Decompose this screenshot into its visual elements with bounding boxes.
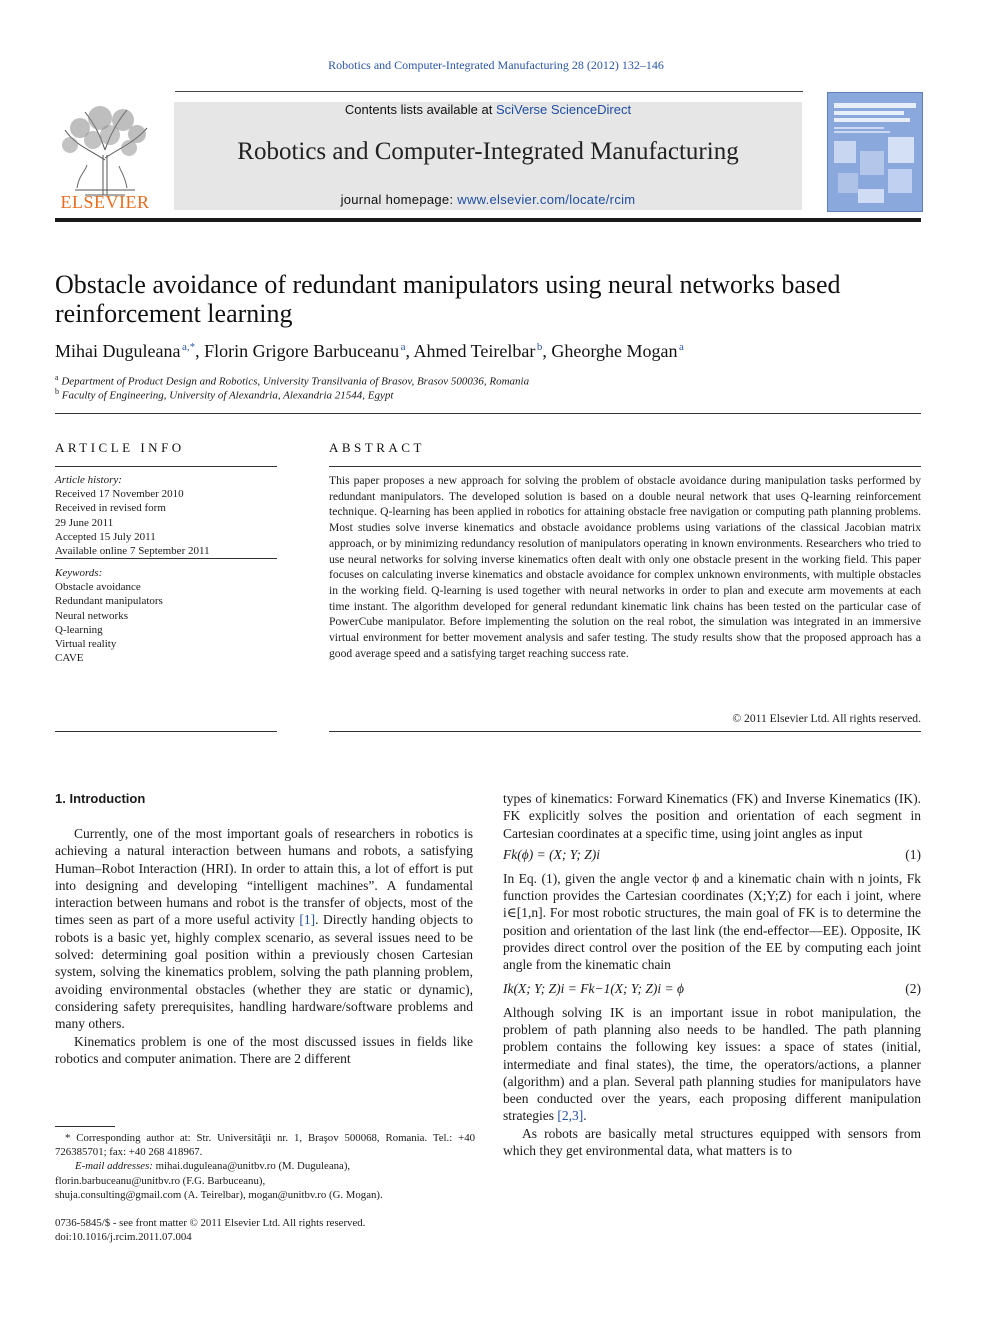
front-matter [55,1216,475,1244]
intro-paragraph-1: Currently, one of the most important goals of researchers in robotics is achieving a natural interaction between humans and robots, a satisfying Human–Robot Interaction (HRI). In order to attain this, a lot of effort is put into designing and developing “intelligent machines”. A fundamental interaction between humans and robot is the transfer of objects, most of the times seen as part of a more useful activity [1]. Directly handing objects to robots is a basic yet, highly complex scenario, as several issues need to be solved: determining goal position within a previously chosen Cartesian system, solving the kinematics problem, solving the path planning problem, avoiding environmental obstacles (whether they are static or dynamic), considering safety prerequisites, handling hardware/software problems and many others. [55,826,473,1032]
author-name[interactable]: Florin Grigore Barbuceanu [204,341,400,361]
affiliation-a: $^a$ Department of Product Design and Robotics, University Transilvania of Brasov, Brasov 500036, Romania [55,373,530,388]
author-email[interactable]: florin.barbuceanu@unitbv.ro (F.G. Barbuceanu), [55,1174,266,1187]
doi-link[interactable]: doi:10.1016/j.rcim.2011.07.004 [55,1231,192,1244]
masthead-bottom-rule [55,218,921,222]
article-history: Article history: Received 17 November 2010 Received in revised form 29 June 2011 Accepted 15 July 2011 Available online 7 September 2011 [55,474,210,558]
footnote-corresponding-author: * Corresponding author at: Str. Universităţii nr. 1, Braşov 500068, Romania. Tel.: +40 726385701; fax: +40 268 418967. E-mail addresses: mihai.duguleana@unitbv.ro (M. Duguleana), florin.barbuceanu@unitbv.ro (F.G. Barbuceanu), shuja.consulting@gmail.com (A. Teirelbar), mogan@unitbv.ro (G. Mogan). [55,1132,475,1201]
history-rule [55,558,277,559]
masthead [55,90,921,216]
intro-left-column [55,825,473,1067]
reference-link[interactable]: [2,3] [557,1108,584,1124]
reference-link[interactable]: [1] [299,912,316,928]
footnote-rule [55,1126,115,1127]
article-title: Obstacle avoidance of redundant manipulators using neural networks based reinforcement learning [55,270,841,328]
affiliation-divider [55,413,921,414]
author-email[interactable]: shuja.consulting@gmail.com (A. Teirelbar), mogan@unitbv.ro (G. Mogan). [55,1188,383,1201]
sciencedirect-link[interactable]: SciVerse ScienceDirect [495,102,632,117]
abstract-text: This paper proposes a new approach for solving the problem of obstacle avoidance during manipulation tasks performed by redundant manipulators. The developed solution is based on a double neural network that uses Q-learning reinforcement technique. Q-learning has been applied in robotics for attaining obstacle free navigation or computing path planning problems. Most studies solve inverse kinematics and obstacle avoidance problems using variations of the classical Jacobian matrix approach, or by minimizing redundancy resolution of manipulators operating in known environments. Researchers who tried to use neural networks for solving inverse kinematics often dealt with only one obstacle present in the working field. This paper focuses on calculating inverse kinematics and obstacle avoidance for complex unknown environments, with multiple obstacles in the working field. Q-learning is used together with neural networks in order to plan and execute arm movements at each time instant. The algorithm developed for general redundant kinematic link chains has been tested on the particular case of PowerCube manipulator. Before implementing the solution on the real robot, the simulation was integrated in an immersive virtual environment for better movement analysis and safer testing. The study results show that the proposed approach has a good average speed and a satisfying target reaching success rate. [329,474,921,660]
info-rule [55,466,277,467]
intro-right-column [503,790,921,1159]
journal-banner [174,102,802,210]
journal-cover-thumbnail[interactable] [827,92,923,212]
intro-paragraph-3: types of kinematics: Forward Kinematics (FK) and Inverse Kinematics (IK). FK explicitly solves the position and orientation of each segment in Cartesian coordinates at a specific time, using joint angles as input [503,791,921,841]
abstract-top-rule [329,466,921,467]
intro-paragraph-2: Kinematics problem is one of the most discussed issues in fields like robotics and computer animation. There are 2 different [55,1033,473,1066]
publisher-wordmark: ELSEVIER [60,192,150,212]
journal-citation[interactable]: Robotics and Computer-Integrated Manufacturing 28 (2012) 132–146 [328,58,664,72]
author-email[interactable]: mihai.duguleana@unitbv.ro (M. Duguleana), [152,1160,351,1173]
keywords: Keywords: Obstacle avoidance Redundant manipulators Neural networks Q-learning Virtual reality CAVE [55,567,163,665]
author-affiliation-mark[interactable]: a [400,341,406,353]
article-info-heading: ARTICLE INFO [55,440,185,455]
intro-paragraph-4: In Eq. (1), given the angle vector ϕ and a kinematic chain with n joints, Fk function provides the Cartesian coordinates (X;Y;Z) for each i joint, where i∈[1,n]. For most robotic structures, the main goal of FK is to determine the position and orientation of the last link (the end-effector—EE). Opposite, IK provides direct control over the position of the EE by computing each joint angle from the kinematic chain [503,870,921,973]
journal-homepage-link[interactable]: www.elsevier.com/locate/rcim [457,192,636,207]
equation-1: Fk(ϕ) = (X; Y; Z)i (1) [503,846,921,862]
intro-paragraph-5: Although solving IK is an important issue in robot manipulation, the problem of path planning also needs to be handled. The path planning problem contains the following key issues: a space of states (initial, intermediate and final states), the time, the operators/actions, a planner (algorithm) and a plan. Several path planning studies for manipulators have been conducted over the years, each proposing different manipulation strategies [2,3]. [503,1004,921,1124]
author-affiliation-mark[interactable]: a [679,341,684,353]
abstract-copyright: © 2011 Elsevier Ltd. All rights reserved. [732,712,921,725]
abstract-heading: ABSTRACT [329,440,425,455]
author-name[interactable]: Ahmed Teirelbar [413,341,536,361]
section-heading-introduction: 1. Introduction [55,791,146,806]
equation-2: Ik(X; Y; Z)i = Fk−1(X; Y; Z)i = ϕ (2) [503,980,921,996]
keywords-rule [55,731,277,732]
homepage-line: journal homepage: www.elsevier.com/locate/rcim [340,192,636,207]
contents-line: Contents lists available at SciVerse ScienceDirect [344,102,632,117]
author-name[interactable]: Gheorghe Mogan [551,341,678,361]
author-list: Mihai Duguleana $^{a,*}$, Florin Grigore Barbuceanu $^a$, Ahmed Teirelbar $^b$, Gheorghe Mogan $^a$ [55,341,684,361]
author-name[interactable]: Mihai Duguleana [55,341,181,361]
affiliation-b: $^b$ Faculty of Engineering, University of Alexandria, Alexandria 21544, Egypt [55,387,394,402]
issn-line: 0736-5845/$ - see front matter © 2011 Elsevier Ltd. All rights reserved. [55,1217,366,1229]
abstract-bottom-rule [329,731,921,732]
author-affiliation-mark[interactable]: b [536,341,543,353]
journal-title: Robotics and Computer-Integrated Manufacturing [237,138,739,165]
intro-paragraph-6: As robots are basically metal structures equipped with sensors from which they get environmental data, what matters is to [503,1125,921,1159]
author-affiliation-mark[interactable]: a,* [181,341,196,353]
